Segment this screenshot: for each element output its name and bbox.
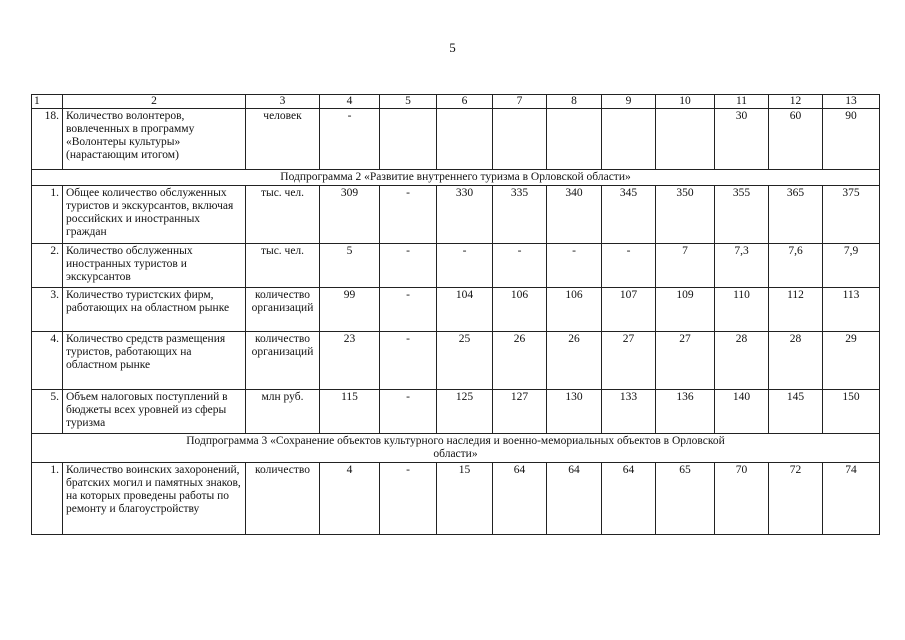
- table-row: [32, 109, 880, 170]
- value-cell: -: [437, 244, 493, 288]
- value-cell: 350: [656, 186, 715, 244]
- indicator-name: Количество обслуженных иностранных туристов и экскурсантов: [63, 244, 246, 288]
- value-cell: -: [380, 463, 437, 535]
- value-cell: 26: [493, 332, 547, 390]
- value-cell: [437, 109, 493, 170]
- value-cell: 145: [769, 390, 823, 434]
- header-cell: 11: [715, 95, 769, 109]
- row-number: 18.: [32, 109, 63, 170]
- header-cell: 2: [63, 95, 246, 109]
- value-cell: 330: [437, 186, 493, 244]
- indicator-name: Количество туристских фирм, работающих на областном рынке: [63, 288, 246, 332]
- value-cell: 355: [715, 186, 769, 244]
- value-cell: -: [380, 390, 437, 434]
- header-cell: 13: [823, 95, 880, 109]
- value-cell: 60: [769, 109, 823, 170]
- value-cell: 64: [602, 463, 656, 535]
- value-cell: 136: [656, 390, 715, 434]
- value-cell: [493, 109, 547, 170]
- unit-cell: тыс. чел.: [246, 186, 320, 244]
- value-cell: 106: [493, 288, 547, 332]
- indicator-name: Количество воинских захоронений, братских могил и памятных знаков, на которых проведены работы по ремонту и благоустройству: [63, 463, 246, 535]
- row-number: 5.: [32, 390, 63, 434]
- section-title: Подпрограмма 3 «Сохранение объектов культурного наследия и военно-мемориальных объектов в Орловской области»: [32, 434, 880, 463]
- unit-cell: количество организаций: [246, 288, 320, 332]
- value-cell: 30: [715, 109, 769, 170]
- value-cell: 72: [769, 463, 823, 535]
- value-cell: 4: [320, 463, 380, 535]
- header-cell: 1: [32, 95, 63, 109]
- table-row: [32, 332, 880, 390]
- value-cell: 27: [602, 332, 656, 390]
- table-row: [32, 288, 880, 332]
- value-cell: 112: [769, 288, 823, 332]
- value-cell: -: [380, 244, 437, 288]
- value-cell: 113: [823, 288, 880, 332]
- value-cell: 23: [320, 332, 380, 390]
- value-cell: 25: [437, 332, 493, 390]
- value-cell: -: [602, 244, 656, 288]
- value-cell: 28: [715, 332, 769, 390]
- value-cell: 7,3: [715, 244, 769, 288]
- value-cell: 125: [437, 390, 493, 434]
- value-cell: -: [320, 109, 380, 170]
- section-row: [32, 434, 880, 463]
- value-cell: 133: [602, 390, 656, 434]
- header-cell: 9: [602, 95, 656, 109]
- table-row: [32, 244, 880, 288]
- table-row: [32, 390, 880, 434]
- row-number: 1.: [32, 186, 63, 244]
- unit-cell: человек: [246, 109, 320, 170]
- value-cell: 65: [656, 463, 715, 535]
- value-cell: [547, 109, 602, 170]
- value-cell: 345: [602, 186, 656, 244]
- unit-cell: количество организаций: [246, 332, 320, 390]
- header-cell: 12: [769, 95, 823, 109]
- value-cell: 335: [493, 186, 547, 244]
- page-number: 5: [449, 40, 456, 55]
- header-row: [32, 95, 880, 109]
- value-cell: 115: [320, 390, 380, 434]
- indicator-name: Количество волонтеров, вовлеченных в программу «Волонтеры культуры» (нарастающим итогом): [63, 109, 246, 170]
- section-row: [32, 170, 880, 186]
- value-cell: 365: [769, 186, 823, 244]
- value-cell: 26: [547, 332, 602, 390]
- value-cell: [380, 109, 437, 170]
- value-cell: 90: [823, 109, 880, 170]
- header-cell: 5: [380, 95, 437, 109]
- value-cell: -: [380, 332, 437, 390]
- table-row: [32, 186, 880, 244]
- value-cell: 27: [656, 332, 715, 390]
- table-row: [32, 463, 880, 535]
- value-cell: 340: [547, 186, 602, 244]
- header-cell: 8: [547, 95, 602, 109]
- unit-cell: млн руб.: [246, 390, 320, 434]
- value-cell: 74: [823, 463, 880, 535]
- value-cell: 104: [437, 288, 493, 332]
- header-cell: 7: [493, 95, 547, 109]
- value-cell: 375: [823, 186, 880, 244]
- value-cell: 150: [823, 390, 880, 434]
- value-cell: 29: [823, 332, 880, 390]
- value-cell: 127: [493, 390, 547, 434]
- section-title: Подпрограмма 2 «Развитие внутреннего туризма в Орловской области»: [32, 170, 880, 186]
- value-cell: 107: [602, 288, 656, 332]
- header-cell: 3: [246, 95, 320, 109]
- header-cell: 6: [437, 95, 493, 109]
- value-cell: [656, 109, 715, 170]
- row-number: 4.: [32, 332, 63, 390]
- unit-cell: количество: [246, 463, 320, 535]
- indicators-table: [31, 94, 880, 535]
- value-cell: -: [380, 186, 437, 244]
- row-number: 1.: [32, 463, 63, 535]
- row-number: 2.: [32, 244, 63, 288]
- header-cell: 4: [320, 95, 380, 109]
- indicator-name: Объем налоговых поступлений в бюджеты всех уровней из сферы туризма: [63, 390, 246, 434]
- value-cell: 7,6: [769, 244, 823, 288]
- value-cell: 110: [715, 288, 769, 332]
- indicator-name: Общее количество обслуженных туристов и экскурсантов, включая российских и иностранных граждан: [63, 186, 246, 244]
- value-cell: -: [380, 288, 437, 332]
- value-cell: 64: [493, 463, 547, 535]
- indicator-name: Количество средств размещения туристов, работающих на областном рынке: [63, 332, 246, 390]
- value-cell: 64: [547, 463, 602, 535]
- value-cell: -: [493, 244, 547, 288]
- row-number: 3.: [32, 288, 63, 332]
- value-cell: 109: [656, 288, 715, 332]
- value-cell: 7: [656, 244, 715, 288]
- value-cell: 70: [715, 463, 769, 535]
- value-cell: 130: [547, 390, 602, 434]
- value-cell: 309: [320, 186, 380, 244]
- header-cell: 10: [656, 95, 715, 109]
- value-cell: 140: [715, 390, 769, 434]
- value-cell: 28: [769, 332, 823, 390]
- value-cell: 5: [320, 244, 380, 288]
- value-cell: 15: [437, 463, 493, 535]
- value-cell: 7,9: [823, 244, 880, 288]
- value-cell: [602, 109, 656, 170]
- value-cell: 99: [320, 288, 380, 332]
- value-cell: -: [547, 244, 602, 288]
- unit-cell: тыс. чел.: [246, 244, 320, 288]
- value-cell: 106: [547, 288, 602, 332]
